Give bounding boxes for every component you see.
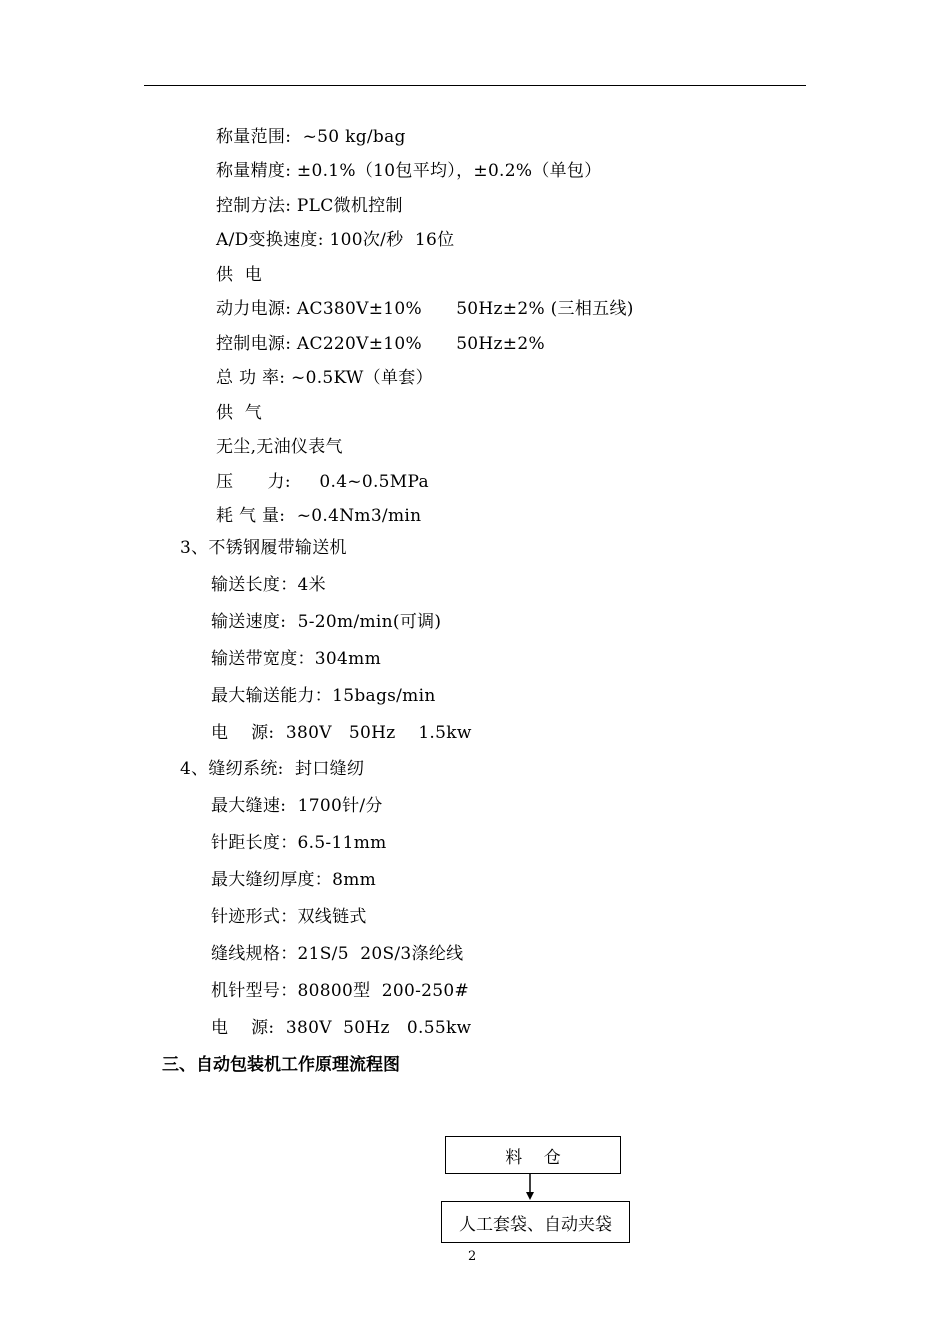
sewing-item: 机针型号：80800型 200-250# bbox=[211, 981, 470, 1001]
sewing-item: 缝线规格：21S/5 20S/3涤纶线 bbox=[211, 944, 464, 964]
spec-ad-speed: A/D变换速度: 100次/秒 16位 bbox=[216, 230, 455, 250]
spec-pressure: 压 力: 0.4~0.5MPa bbox=[216, 472, 429, 492]
flow-box-silo: 料 仓 bbox=[445, 1136, 621, 1174]
sewing-item: 针迹形式：双线链式 bbox=[211, 907, 367, 927]
spec-air-consumption: 耗 气 量: ~0.4Nm3/min bbox=[216, 506, 422, 526]
page-number: 2 bbox=[468, 1249, 477, 1264]
sewing-title: 4、缝纫系统: 封口缝纫 bbox=[180, 759, 365, 779]
spec-weighing-accuracy: 称量精度: ±0.1%（10包平均），±0.2%（单包） bbox=[216, 161, 602, 181]
conveyor-item: 最大输送能力：15bags/min bbox=[211, 686, 436, 706]
conveyor-item: 输送长度：4米 bbox=[211, 575, 326, 595]
conveyor-item: 输送带宽度：304mm bbox=[211, 649, 381, 669]
sewing-item: 针距长度：6.5-11mm bbox=[211, 833, 387, 853]
sewing-item: 最大缝纫厚度：8mm bbox=[211, 870, 377, 890]
header-rule bbox=[144, 85, 806, 86]
sewing-item: 最大缝速: 1700针/分 bbox=[211, 796, 383, 816]
spec-control-method: 控制方法: PLC微机控制 bbox=[216, 196, 403, 216]
conveyor-title: 3、不锈钢履带输送机 bbox=[180, 538, 347, 558]
flow-arrow-icon bbox=[529, 1174, 531, 1200]
flow-box-bagging: 人工套袋、自动夹袋 bbox=[441, 1201, 630, 1243]
conveyor-item: 电 源: 380V 50Hz 1.5kw bbox=[211, 723, 472, 743]
spec-power-source: 动力电源: AC380V±10% 50Hz±2% (三相五线) bbox=[216, 299, 634, 319]
sewing-item: 电 源: 380V 50Hz 0.55kw bbox=[211, 1018, 472, 1038]
spec-air-quality: 无尘,无油仪表气 bbox=[216, 437, 343, 457]
spec-air-supply-heading: 供 气 bbox=[216, 403, 263, 423]
spec-control-source: 控制电源: AC220V±10% 50Hz±2% bbox=[216, 334, 545, 354]
conveyor-item: 输送速度: 5-20m/min(可调) bbox=[211, 612, 442, 632]
spec-power-supply-heading: 供 电 bbox=[216, 265, 263, 285]
spec-total-power: 总 功 率: ~0.5KW（单套） bbox=[216, 368, 433, 388]
flowchart-heading: 三、自动包装机工作原理流程图 bbox=[162, 1055, 400, 1075]
spec-weighing-range: 称量范围: ~50 kg/bag bbox=[216, 127, 406, 147]
